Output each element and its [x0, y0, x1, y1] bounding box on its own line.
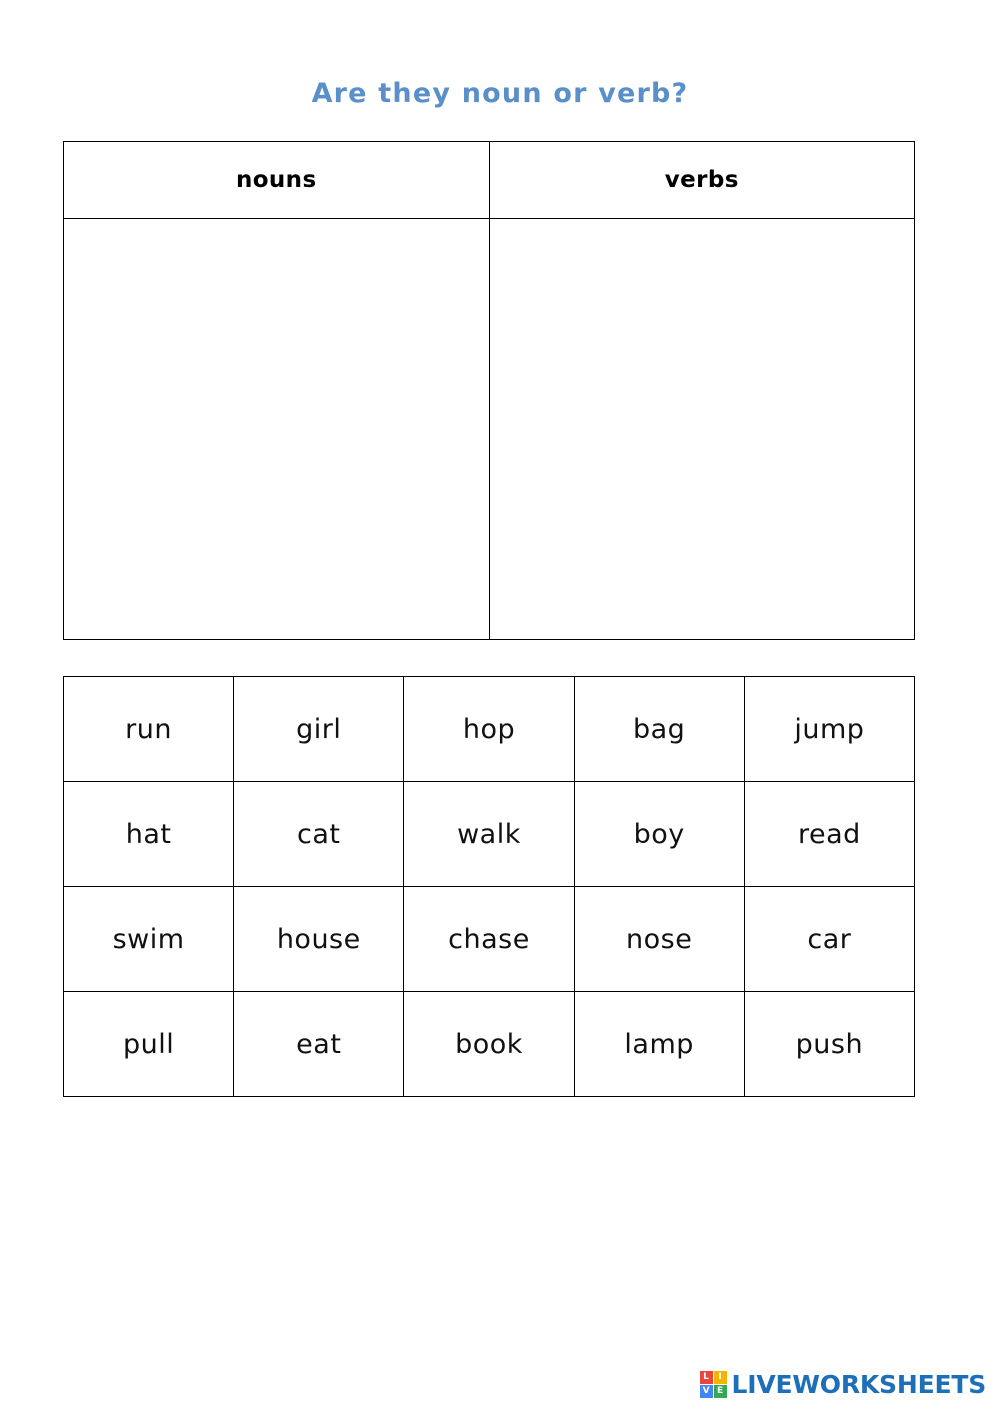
word-cell[interactable]: read: [744, 782, 914, 887]
word-cell[interactable]: hat: [64, 782, 234, 887]
word-cell[interactable]: book: [404, 992, 574, 1097]
drop-zone-verbs[interactable]: [489, 219, 915, 640]
word-cell[interactable]: hop: [404, 677, 574, 782]
word-bank-table: [63, 676, 915, 1097]
word-cell[interactable]: jump: [744, 677, 914, 782]
column-header-nouns: nouns: [64, 142, 490, 219]
logo-letter-l: L: [700, 1371, 713, 1384]
word-bank-row: [64, 992, 915, 1097]
word-bank-row: [64, 782, 915, 887]
page-title: Are they noun or verb?: [311, 78, 689, 109]
word-cell[interactable]: eat: [234, 992, 404, 1097]
word-cell[interactable]: house: [234, 887, 404, 992]
word-cell[interactable]: pull: [64, 992, 234, 1097]
word-cell[interactable]: push: [744, 992, 914, 1097]
word-cell[interactable]: girl: [234, 677, 404, 782]
liveworksheets-logo[interactable]: [700, 1370, 986, 1399]
logo-letter-e: E: [714, 1385, 727, 1398]
logo-letter-v: V: [700, 1385, 713, 1398]
word-cell[interactable]: lamp: [574, 992, 744, 1097]
logo-wordmark: LIVEWORKSHEETS: [731, 1370, 986, 1399]
drop-zone-nouns[interactable]: [64, 219, 490, 640]
word-cell[interactable]: boy: [574, 782, 744, 887]
word-cell[interactable]: run: [64, 677, 234, 782]
word-cell[interactable]: chase: [404, 887, 574, 992]
live-logo-icon: [700, 1371, 727, 1398]
word-cell[interactable]: car: [744, 887, 914, 992]
word-cell[interactable]: bag: [574, 677, 744, 782]
word-bank-row: [64, 677, 915, 782]
word-cell[interactable]: nose: [574, 887, 744, 992]
sorting-table-header-row: [64, 142, 915, 219]
word-cell[interactable]: cat: [234, 782, 404, 887]
column-header-verbs: verbs: [489, 142, 915, 219]
sorting-table-body-row: [64, 219, 915, 640]
logo-letter-i: I: [714, 1371, 727, 1384]
word-bank-row: [64, 887, 915, 992]
sorting-table: [63, 141, 915, 640]
word-cell[interactable]: walk: [404, 782, 574, 887]
word-cell[interactable]: swim: [64, 887, 234, 992]
